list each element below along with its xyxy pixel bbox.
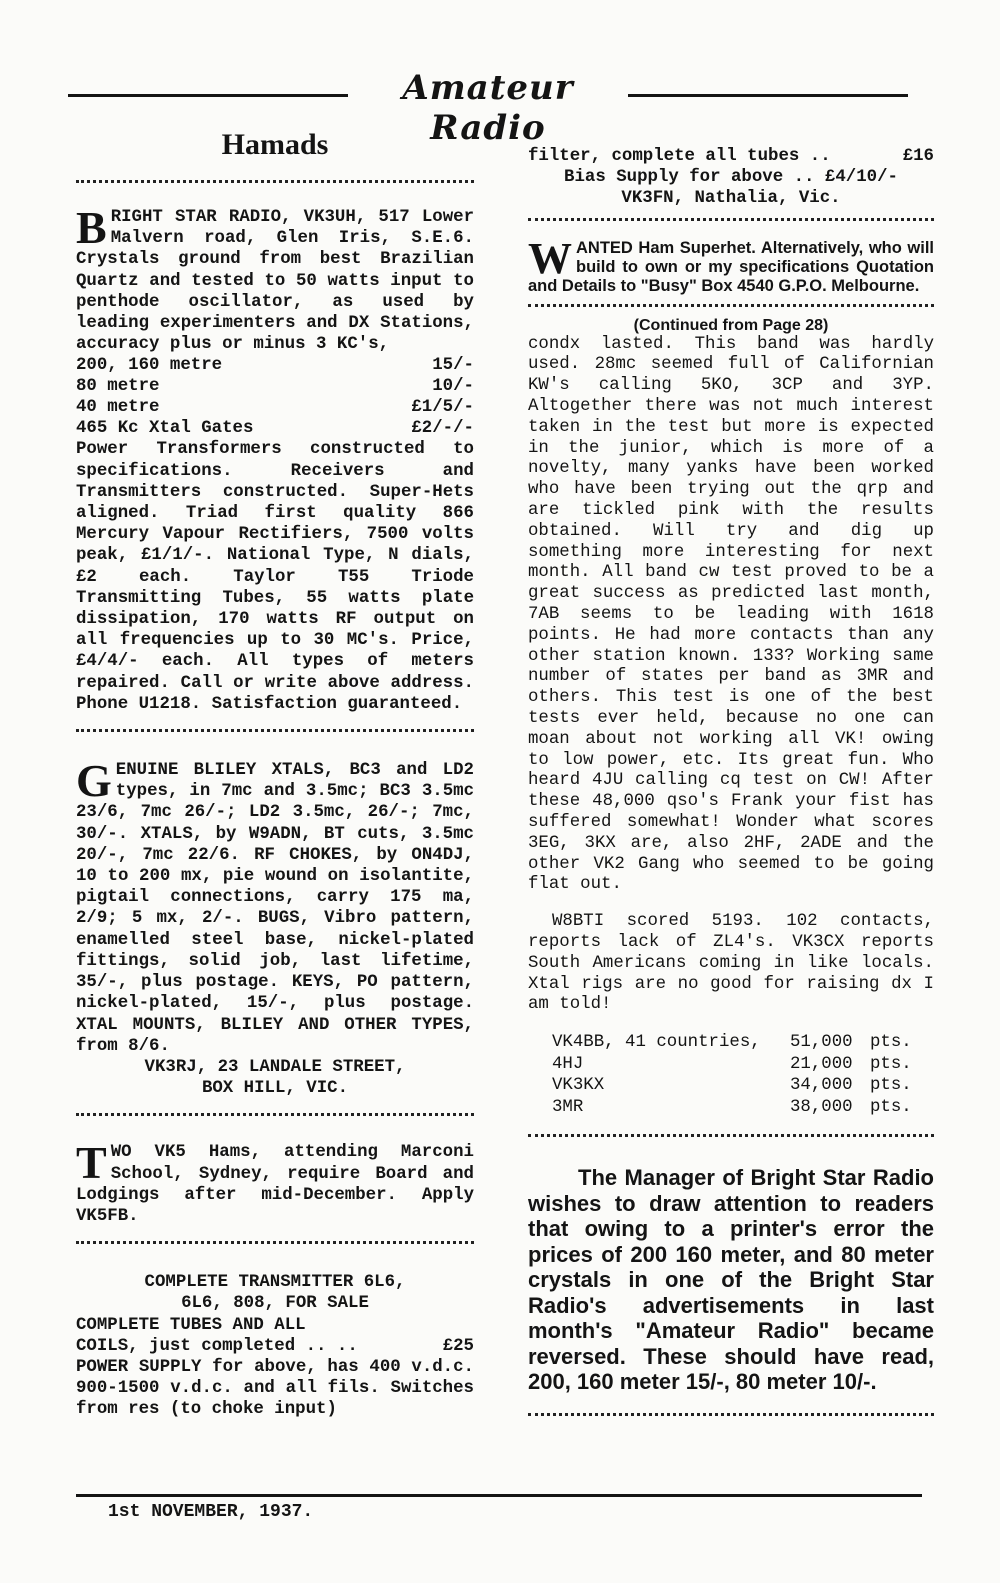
footer-date: 1st NOVEMBER, 1937. [108,1502,314,1522]
drop-cap: W [528,233,572,283]
score-row [552,1075,934,1097]
price-item: 80 metre [76,377,160,397]
score-call: 3MR [552,1097,584,1117]
price-row [76,355,474,376]
ad-line: COILS, just completed .. .. [76,1336,358,1356]
masthead-rule-right [628,94,908,97]
score-row [552,1097,934,1119]
ad-address: BOX HILL, VIC. [201,1079,349,1099]
cont-text: Bias Supply for above .. £4/10/- [564,168,898,188]
dotted-divider [76,180,474,189]
section-heading: Hamads [221,128,329,161]
masthead-rule-left [68,94,348,97]
score-call: VK4BB, 41 countries, [552,1033,761,1053]
price-item: 465 Kc Xtal Gates [76,419,254,439]
score-unit: pts. [870,1097,912,1117]
score-unit: pts. [870,1054,912,1074]
ad-continuation [528,146,934,210]
score-pts: 21,000 [790,1054,853,1074]
cont-text: VK3FN, Nathalia, Vic. [621,189,841,209]
price-row [76,418,474,439]
ad-body: POWER SUPPLY for above, has 400 v.d.c. 900-1500 v.d.c. and all fils. Switches from res (to choke input) [76,1357,474,1420]
ad-bright-star [76,202,474,715]
drop-cap: G [76,755,112,807]
score-pts: 38,000 [790,1097,853,1117]
dotted-divider [76,729,474,738]
ad-body: Power Transformers constructed to specifications. Receivers and Transmitters constructed. Super-Hets aligned. Triad first quality 866 Mercury Vapour Rectifiers, 7500 volts peak, £1/1/-. National Type, N dials, £2 each. Taylor T55 Triode Transmitting Tubes, 55 watts plate dissipation, 170 watts RF output on all frequencies up to 30 MC's. Price, £4/4/- each. All types of meters repaired. Call or write above address. Phone U1218. Satisfaction guaranteed. [76,440,474,714]
article-text-2: W8BTI scored 5193. 102 contacts, reports lack of ZL4's. VK3CX reports South Americans coming in like locals. Xtal rigs are no good for raising dx I am told! [528,912,934,1015]
ad-line: COMPLETE TUBES AND ALL [76,1315,306,1335]
ad-two-vk5 [76,1137,474,1227]
dotted-divider [76,1241,474,1250]
ad-body: ANTED Ham Superhet. Alternatively, who will build to own or my specifications Quotation and Details to "Busy" Box 4540 G.P.O. Melbourne. [528,238,934,295]
article-text: condx lasted. This band was hardly used. 28mc seemed full of Californian KW's calling 5KO, 3CP and 3YP. Altogether there was not much interest taken in the test but more is expected in the junior, which is more of a novelty, many yanks have been worked who have been trying out the qrp and are tickled pink with the results obtained. Will try and dig up something more interesting for next month. All band cw test proved to be a great success as predicted last month, 7AB seems to be leading with 1618 points. He had more contacts than any other station known. 133? Working same number of states per band as 3MR and others. This test is one of the best tests ever held, because no one can moan about not working all VK! owing to low power, etc. Its great fun. Who heard 4JU calling cq test on CW! After these 48,000 qso's Frank your fist has suffered somewhat! Wonder what scores 3EG, 3KX are, also 2HF, 2ADE and the other VK2 Gang who seemed to be going flat out. [528,334,934,895]
dotted-divider [528,304,934,313]
ad-address: VK3RJ, 23 LANDALE STREET, [144,1057,406,1077]
dotted-divider [76,1113,474,1122]
drop-cap: T [76,1137,107,1189]
ad-body: ENUINE BLILEY XTALS, BC3 and LD2 types, in 7mc and 3.5mc; BC3 3.5mc 23/6, 7mc 26/-; LD2 3.5mc, 26/-; 7mc, 30/-. XTALS, by W9ADN, BT cuts, 3.5mc 20/-, 7mc 22/6. RF CHOKES, by ON4DJ, 10 to 200 mx, pie wound on isolantite, pigtail connections, carry 175 ma, 2/9; 5 mx, 2/-. BUGS, Vibro pattern, enamelled steel base, nickel-plated fittings, solid job, last lifetime, 35/-, plus postage. KEYS, PO pattern, nickel-plated, 15/-, plus postage. XTAL MOUNTS, BLILEY AND OTHER TYPES, from 8/6. [76,761,474,1056]
ad-lead: RIGHT STAR RADIO, VK3UH, 517 Lower Malvern road, Glen Iris, S.E.6. Crystals ground from best Brazilian Quartz and tested to 50 watts input to penthode oscillator, as used by leading experimenters and DX Stations, accuracy plus or minus 3 KC's, [76,208,474,355]
cont-row [528,146,934,167]
price-row [76,397,474,418]
footer-rule [76,1494,922,1497]
dotted-divider [528,218,934,227]
left-column [76,180,474,1421]
ad-body: WO VK5 Hams, attending Marconi School, Sydney, require Board and Lodgings after mid-December. Apply VK5FB. [76,1143,474,1226]
dotted-divider [528,1134,934,1143]
price-value: £2/-/- [411,419,474,439]
price-value: 15/- [432,356,474,376]
cont-text: filter, complete all tubes .. [528,147,831,166]
manager-notice: The Manager of Bright Star Radio wishes to draw attention to readers that owing to a printer's error the prices of 200 160 meter, and 80 meter crystals in one of the Bright Star Radio's advertisements in last month's "Amateur Radio" became reversed. These should have read, 200, 160 meter 15/-, 80 meter 10/-. [528,1165,934,1395]
scores-table [528,1032,934,1118]
cont-price: £16 [902,147,934,166]
ad-bliley [76,755,474,1099]
right-column [528,146,934,1422]
score-unit: pts. [870,1033,912,1053]
ad-wanted [528,233,934,296]
price-list [76,355,474,439]
ad-price: £25 [442,1336,474,1356]
ad-title: 6L6, 808, FOR SALE [181,1294,369,1314]
price-item: 200, 160 metre [76,356,223,376]
score-call: 4HJ [552,1054,584,1074]
score-call: VK3KX [552,1076,605,1096]
score-unit: pts. [870,1076,912,1096]
score-pts: 51,000 [790,1033,853,1053]
drop-cap: B [76,202,107,253]
ad-price-row [76,1336,474,1357]
score-row [552,1032,934,1054]
ad-title: COMPLETE TRANSMITTER 6L6, [144,1273,406,1293]
ad-transmitter [76,1272,474,1420]
price-item: 40 metre [76,398,160,418]
price-value: £1/5/- [411,398,474,418]
score-row [552,1054,934,1076]
masthead-title: Amateur Radio [402,68,574,148]
dotted-divider [528,1413,934,1422]
score-pts: 34,000 [790,1076,853,1096]
continued-note: (Continued from Page 28) [633,316,829,334]
price-value: 10/- [432,377,474,397]
price-row [76,376,474,397]
